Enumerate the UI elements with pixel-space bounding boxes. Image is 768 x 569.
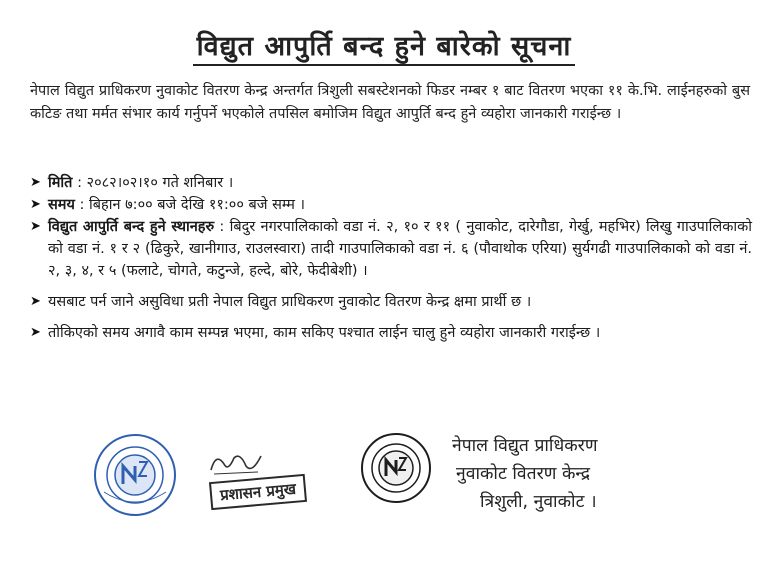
arrow-bullet-icon: ➤ [30,197,41,212]
office-center-line: नुवाकोट वितरण केन्द्र [456,464,591,484]
apology-text: यसबाट पर्न जाने असुविधा प्रती नेपाल विद्युत प्राधिकरण नुवाकोट वितरण केन्द्र क्षमा प्रार्थी छ । [48,294,532,310]
arrow-bullet-icon: ➤ [30,175,41,190]
arrow-bullet-icon: ➤ [30,325,41,340]
handwritten-signature-icon [206,450,266,480]
intro-paragraph: नेपाल विद्युत प्राधिकरण नुवाकोट वितरण केन्द्र अन्तर्गत त्रिशुली सबस्टेशनको फिडर नम्बर १ बाट वितरण भएका ११ के.भि. लाईनहरुको बुस कटिङ तथा मर्मत संभार कार्य गर्नुपर्ने भएकोले तपसिल बमोजिम विद्युत आपुर्ति बन्द हुने व्यहोरा जानकारी गराईन्छ । [30,83,750,122]
list-item-note [30,322,752,344]
office-location-line: त्रिशुली, नुवाकोट । [480,492,597,512]
places-value: : बिदुर नगरपालिकाको वडा नं. २, १० र ११ ( नुवाकोट, दारेगौडा, गेर्खु, महभिर) लिखु गाउपालिकाको को वडा नं. १ र २ (ढिकुरे, खानीगाउ, राउलस्वारा) तादी गाउपालिकाको वडा नं. ६ (पौवाथोक एरिया) सुर्यगढी गाउपालिकाको को वडा नं. २, ३, ४, र ५ (फलाटे, चोगते, कटुन्जे, हल्दे, बोरे, फेदीबेशी) । [48,219,753,279]
office-name-line: नेपाल विद्युत प्राधिकरण [452,436,598,456]
places-label: विद्युत आपुर्ति बन्द हुने स्थानहरु [48,219,215,235]
date-label: मिति [48,175,73,191]
date-value: : २०८२।०२।१० गते शनिबार । [77,175,234,191]
office-signature-block [452,432,597,516]
notice-title-text: विद्युत आपुर्ति बन्द हुने बारेको सूचना [193,31,576,66]
time-label: समय [48,197,75,213]
arrow-bullet-icon: ➤ [30,219,41,234]
nea-seal-black-icon [360,432,432,504]
time-value: : बिहान ७:०० बजे देखि ११:०० बजे सम्म । [79,197,306,213]
arrow-bullet-icon: ➤ [30,294,41,309]
list-item-apology [30,291,752,313]
list-item-date [30,172,752,194]
designation-stamp: प्रशासन प्रमुख [209,474,307,510]
nea-seal-blue-icon [92,432,178,518]
list-item-time [30,194,752,216]
notice-details-list [30,172,752,344]
note-text: तोकिएको समय अगावै काम सम्पन्न भएमा, काम सकिए पश्चात लाईन चालु हुने व्यहोरा जानकारी गराईन्छ । [48,325,601,341]
list-item-places [30,216,752,282]
notice-title [0,26,768,63]
